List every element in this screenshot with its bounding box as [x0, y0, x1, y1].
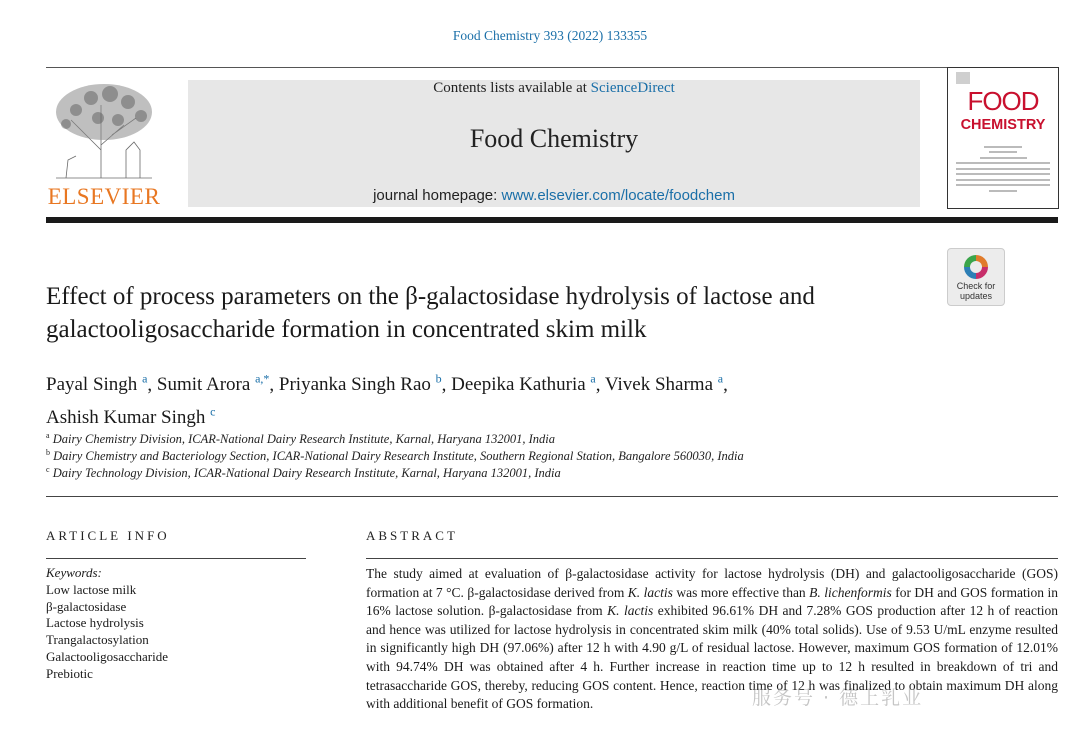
- keyword: Prebiotic: [46, 665, 93, 681]
- check-updates-label: Check for updates: [956, 281, 996, 301]
- keywords-list: [46, 565, 346, 683]
- cover-publisher-icon: [956, 72, 970, 84]
- sciencedirect-link[interactable]: ScienceDirect: [590, 80, 675, 96]
- abstract-text: The study aimed at evaluation of β-galactosidase activity for lactose hydrolysis (DH) and galactooligosaccharide (GOS) formation at 7 °C. β-galactosidase derived from K. lactis was more effective than B. lichenformis for DH and GOS formation in 16% lactose solution. β-galactosidase from K. lactis exhibited 96.61% DH and 7.28% GOS production after 12 h of reaction and hence was utilized for lactose hydrolysis in concentrated skim milk (40% total solids). Use of 9.53 U/mL enzyme resulted in significantly high DH (97.06%) after 12 h with 4.90 g/L of residual lactose. However, maximum GOS formation of 12.01% with 94.74% DH was obtained after 4 h. Further increase in reaction time up to 12 h resulted in breakdown of tri and tetrasaccharide GOS, thereby, reducing GOS content. Hence, reaction time of 12 h was finalized to obtain maximum DH along with additional benefit of GOS formation.: [366, 566, 1058, 712]
- watermark: 服务号 · 德上乳业: [752, 687, 924, 709]
- homepage-text: journal homepage:: [373, 187, 502, 204]
- affiliation-mark[interactable]: a: [142, 372, 148, 386]
- author[interactable]: Priyanka Singh Rao $^b$: [278, 372, 442, 396]
- check-for-updates-button[interactable]: [947, 248, 1005, 306]
- journal-citation[interactable]: Food Chemistry 393 (2022) 133355: [452, 28, 648, 43]
- journal-cover[interactable]: [947, 67, 1059, 209]
- keyword: β-galactosidase: [46, 598, 127, 614]
- article-info-heading: ARTICLE INFO: [46, 528, 170, 543]
- article-info-rule: [46, 558, 306, 559]
- affiliation-mark[interactable]: c: [210, 404, 216, 419]
- journal-banner: [188, 80, 920, 207]
- article-title: Effect of process parameters on the β-galactosidase hydrolysis of lactose and galactooligosaccharide formation in concentrated skim milk: [46, 283, 815, 343]
- keywords-label: Keywords:: [46, 565, 102, 580]
- keyword: Lactose hydrolysis: [46, 615, 144, 631]
- author-list: Payal Singh $^a$, Sumit Arora $^{a,*}$, Priyanka Singh Rao $^b$, Deepika Kathuria $^a$, Vivek Sharma $^a$, Ashish Kumar Singh $^c$: [46, 372, 728, 428]
- homepage-link[interactable]: www.elsevier.com/locate/foodchem: [501, 187, 735, 204]
- elsevier-wordmark: ELSEVIER: [47, 184, 161, 209]
- abstract-heading: ABSTRACT: [366, 528, 458, 543]
- top-divider: [46, 67, 1058, 68]
- author[interactable]: Sumit Arora $^{a,*}$: [156, 372, 270, 396]
- keyword: Galactooligosaccharide: [46, 648, 168, 664]
- elsevier-tree-icon: [46, 80, 162, 180]
- abstract-rule: [366, 558, 1058, 559]
- cover-editor-list: [956, 142, 1050, 195]
- journal-title: Food Chemistry: [469, 124, 639, 153]
- affiliation-mark[interactable]: b: [435, 372, 442, 386]
- keyword: Low lactose milk: [46, 581, 137, 597]
- contents-line: [188, 80, 920, 97]
- author[interactable]: Payal Singh $^a$: [46, 372, 148, 396]
- homepage-line: [188, 187, 920, 204]
- affiliation-b: $^b$ Dairy Chemistry and Bacteriology Section, ICAR-National Dairy Research Institute, Southern Regional Station, Bangalore 560030, India: [46, 448, 744, 464]
- affiliation-mark[interactable]: a: [717, 372, 724, 386]
- keyword: Trangalactosylation: [46, 632, 149, 648]
- author[interactable]: Vivek Sharma $^a$: [604, 372, 724, 396]
- author[interactable]: Ashish Kumar Singh $^c$: [46, 404, 216, 428]
- crossmark-icon: [964, 255, 988, 279]
- contents-text: Contents lists available at: [433, 80, 591, 96]
- cover-title-chemistry: CHEMISTRY: [960, 117, 1046, 133]
- affiliation-mark[interactable]: a,*: [255, 372, 270, 386]
- affiliation-a: $^a$ Dairy Chemistry Division, ICAR-National Dairy Research Institute, Karnal, Haryana 132001, India: [46, 431, 555, 447]
- elsevier-logo[interactable]: [46, 80, 162, 210]
- affiliation-c: $^c$ Dairy Technology Division, ICAR-National Dairy Research Institute, Karnal, Haryana 132001, India: [46, 465, 561, 481]
- affiliation-mark[interactable]: a: [590, 372, 596, 386]
- header-thick-rule: [46, 217, 1058, 223]
- author[interactable]: Deepika Kathuria $^a$: [451, 372, 596, 396]
- cover-title-food: FOOD: [967, 86, 1039, 116]
- section-divider: [46, 496, 1058, 497]
